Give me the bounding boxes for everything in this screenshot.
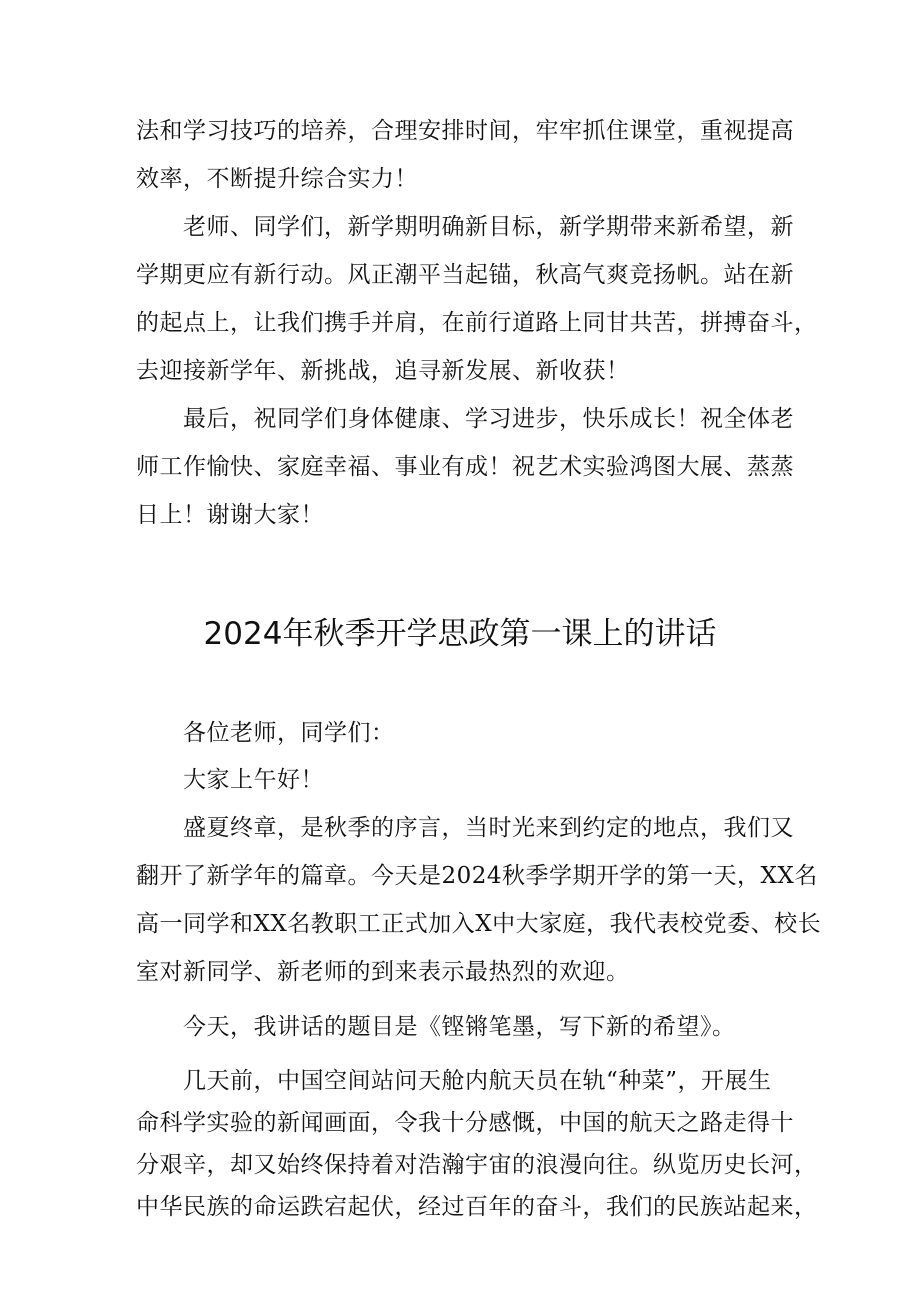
text-line: 命科学实验的新闻画面，令我十分感慨，中国的航天之路走得十 xyxy=(136,1110,794,1136)
text-line: 室对新同学、新老师的到来表示最热烈的欢迎。 xyxy=(136,959,630,985)
text-line: 高一同学和XX名教职工正式加入X中大家庭，我代表校党委、校长 xyxy=(136,911,822,937)
text-line: 中华民族的命运跌宕起伏，经过百年的奋斗，我们的民族站起来， xyxy=(136,1194,818,1220)
text-line: 今天，我讲话的题目是《铿锵笔墨，写下新的希望》。 xyxy=(136,1014,736,1040)
text-line: 翻开了新学年的篇章。今天是2024秋季学期开学的第一天，XX名 xyxy=(136,863,818,889)
text-line: 大家上午好！ xyxy=(136,767,324,793)
text-line: 分艰辛，却又始终保持着对浩瀚宇宙的浪漫向往。纵览历史长河， xyxy=(136,1152,818,1178)
text-line: 法和学习技巧的培养，合理安排时间，牢牢抓住课堂，重视提高 xyxy=(136,118,794,144)
text-line: 几天前，中国空间站问天舱内航天员在轨“种菜”，开展生 xyxy=(136,1068,772,1094)
text-line: 效率，不断提升综合实力！ xyxy=(136,166,418,192)
text-line: 的起点上，让我们携手并肩，在前行道路上同甘共苦，拼搏奋斗， xyxy=(136,310,818,336)
text-line: 去迎接新学年、新挑战，追寻新发展、新收获！ xyxy=(136,358,630,384)
section-title: 2024年秋季开学思政第一课上的讲话 xyxy=(203,616,717,652)
text-line: 最后，祝同学们身体健康、学习进步，快乐成长！祝全体老 xyxy=(136,406,794,432)
text-line: 日上！谢谢大家！ xyxy=(136,502,324,528)
text-line: 老师、同学们，新学期明确新目标，新学期带来新希望，新 xyxy=(136,214,794,240)
text-line: 师工作愉快、家庭幸福、事业有成！祝艺术实验鸿图大展、蒸蒸 xyxy=(136,454,794,480)
text-line: 各位老师，同学们： xyxy=(136,720,395,746)
text-line: 学期更应有新行动。风正潮平当起锚，秋高气爽竞扬帆。站在新 xyxy=(136,262,794,288)
text-line: 盛夏终章，是秋季的序言，当时光来到约定的地点，我们又 xyxy=(136,815,794,841)
